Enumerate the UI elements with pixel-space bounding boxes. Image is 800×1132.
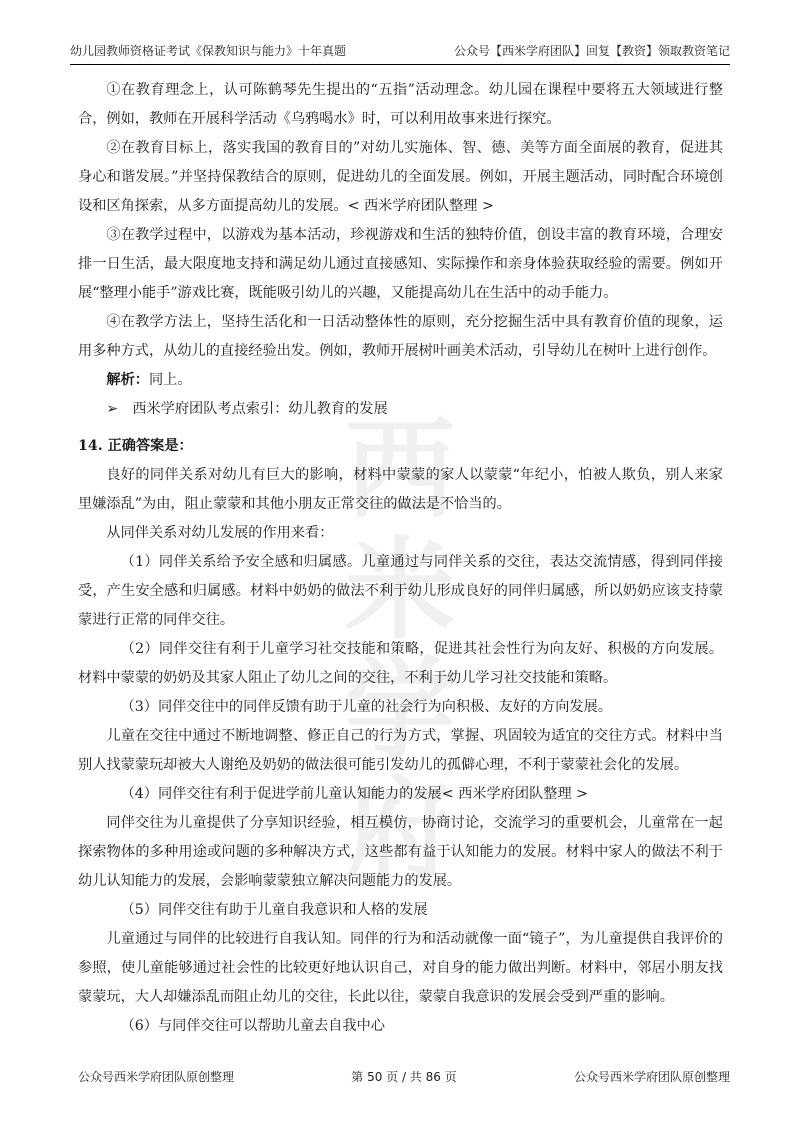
paragraph-peer-role: 从同伴关系对幼儿发展的作用来看： [106,525,334,541]
analysis-text: 同上。 [148,372,192,388]
point-1: （1）同伴关系给予安全感和归属感。儿童通过与同伴关系的交往，表达交流情感，得到同伴接受，产生安全感和归属感。材料中奶奶的做法不利于幼儿形成良好的同伴归属感，所以奶奶应该支持蒙蒙进行正常的同伴交往。 [78,554,723,628]
point-3: （3）同伴交往中的同伴反馈有助于儿童的社会行为向积极、友好的方向发展。 [120,699,612,715]
page-footer [78,1066,730,1090]
paragraph-education-concept: ①在教育理念上，认可陈鹤琴先生提出的“五指”活动理念。幼儿园在课程中要将五大领域进行整合，例如，教师在开展科学活动《乌鸦喝水》时，可以利用故事来进行探究。 [78,82,723,127]
paragraph-point-3-detail: 儿童在交往中通过不断地调整、修正自己的行为方式，掌握、巩固较为适宜的交往方式。材料中当别人找蒙蒙玩却被大人谢绝及奶奶的做法很可能引发幼儿的孤僻心理，不利于蒙蒙社会化的发展。 [78,728,723,773]
question-14-title: 14. 正确答案是： [78,438,193,454]
paragraph-teaching-method: ④在教学方法上，坚持生活化和一日活动整体性的原则，充分挖掘生活中具有教育价值的现象，运用多种方式，从幼儿的直接经验出发。例如，教师开展树叶画美术活动，引导幼儿在树叶上进行创作。 [78,314,723,359]
footer-left: 公众号西米学府团队原创整理 [78,1070,235,1084]
arrow-bullet-icon: ➢ [106,401,119,417]
paragraph-point-5-detail: 儿童通过与同伴的比较进行自我认知。同伴的行为和活动就像一面“镜子”，为儿童提供自我评价的参照，使儿童能够通过社会性的比较更好地认识自己，对自身的能力做出判断。材料中，邻居小朋友找蒙蒙玩，大人却嫌添乱而阻止幼儿的交往，长此以往，蒙蒙自我意识的发展会受到严重的影响。 [78,931,723,1005]
page-number: 第 50 页 / 共 86 页 [351,1070,457,1084]
knowledge-index [78,395,723,424]
analysis-line [78,366,723,395]
point-4: （4）同伴交往有利于促进学前儿童认知能力的发展< 西米学府团队整理 > [120,786,589,802]
page-body [78,76,723,1041]
paragraph-teaching-process: ③在教学过程中，以游戏为基本活动，珍视游戏和生活的独特价值，创设丰富的教育环境，合理安排一日生活，最大限度地支持和满足幼儿通过直接感知、实际操作和亲身体验获取经验的需要。例如开展“整理小能手”游戏比赛，既能吸引幼儿的兴趣，又能提高幼儿在生活中的动手能力。 [78,227,723,301]
header-promo: 公众号【西米学府团队】回复【教资】领取教资笔记 [453,44,730,58]
analysis-label: 解析： [106,372,149,388]
paragraph-intro: 良好的同伴关系对幼儿有巨大的影响，材料中蒙蒙的家人以蒙蒙“年纪小，怕被人欺负，别人来家里嫌添乱”为由，阻止蒙蒙和其他小朋友正常交往的做法是不恰当的。 [78,467,723,512]
point-2: （2）同伴交往有利于儿童学习社交技能和策略，促进其社会性行为向友好、积极的方向发展。材料中蒙蒙的奶奶及其家人阻止了幼儿之间的交往，不利于幼儿学习社交技能和策略。 [78,641,723,686]
page-header [70,40,730,65]
knowledge-index-text: 西米学府团队考点索引：幼儿教育的发展 [132,401,388,417]
watermark-logo: 西米学府 [345,406,455,894]
point-6: （6）与同伴交往可以帮助儿童去自我中心 [120,1018,385,1034]
paragraph-point-4-detail: 同伴交往为儿童提供了分享知识经验，相互模仿，协商讨论，交流学习的重要机会，儿童常在一起探索物体的多种用途或问题的多种解决方式，这些都有益于认知能力的发展。材料中家人的做法不利于幼儿认知能力的发展，会影响蒙蒙独立解决问题能力的发展。 [78,815,723,889]
footer-right: 公众号西米学府团队原创整理 [573,1070,730,1084]
header-title: 幼儿园教师资格证考试《保教知识与能力》十年真题 [70,44,347,58]
point-5: （5）同伴交往有助于儿童自我意识和人格的发展 [120,902,428,918]
paragraph-education-goal: ②在教育目标上，落实我国的教育目的”对幼儿实施体、智、德、美等方面全面展的教育，促进其身心和谐发展。”并坚持保教结合的原则，促进幼儿的全面发展。例如，开展主题活动，同时配合环境创设和区角探索，从多方面提高幼儿的发展。< 西米学府团队整理 > [78,140,723,214]
